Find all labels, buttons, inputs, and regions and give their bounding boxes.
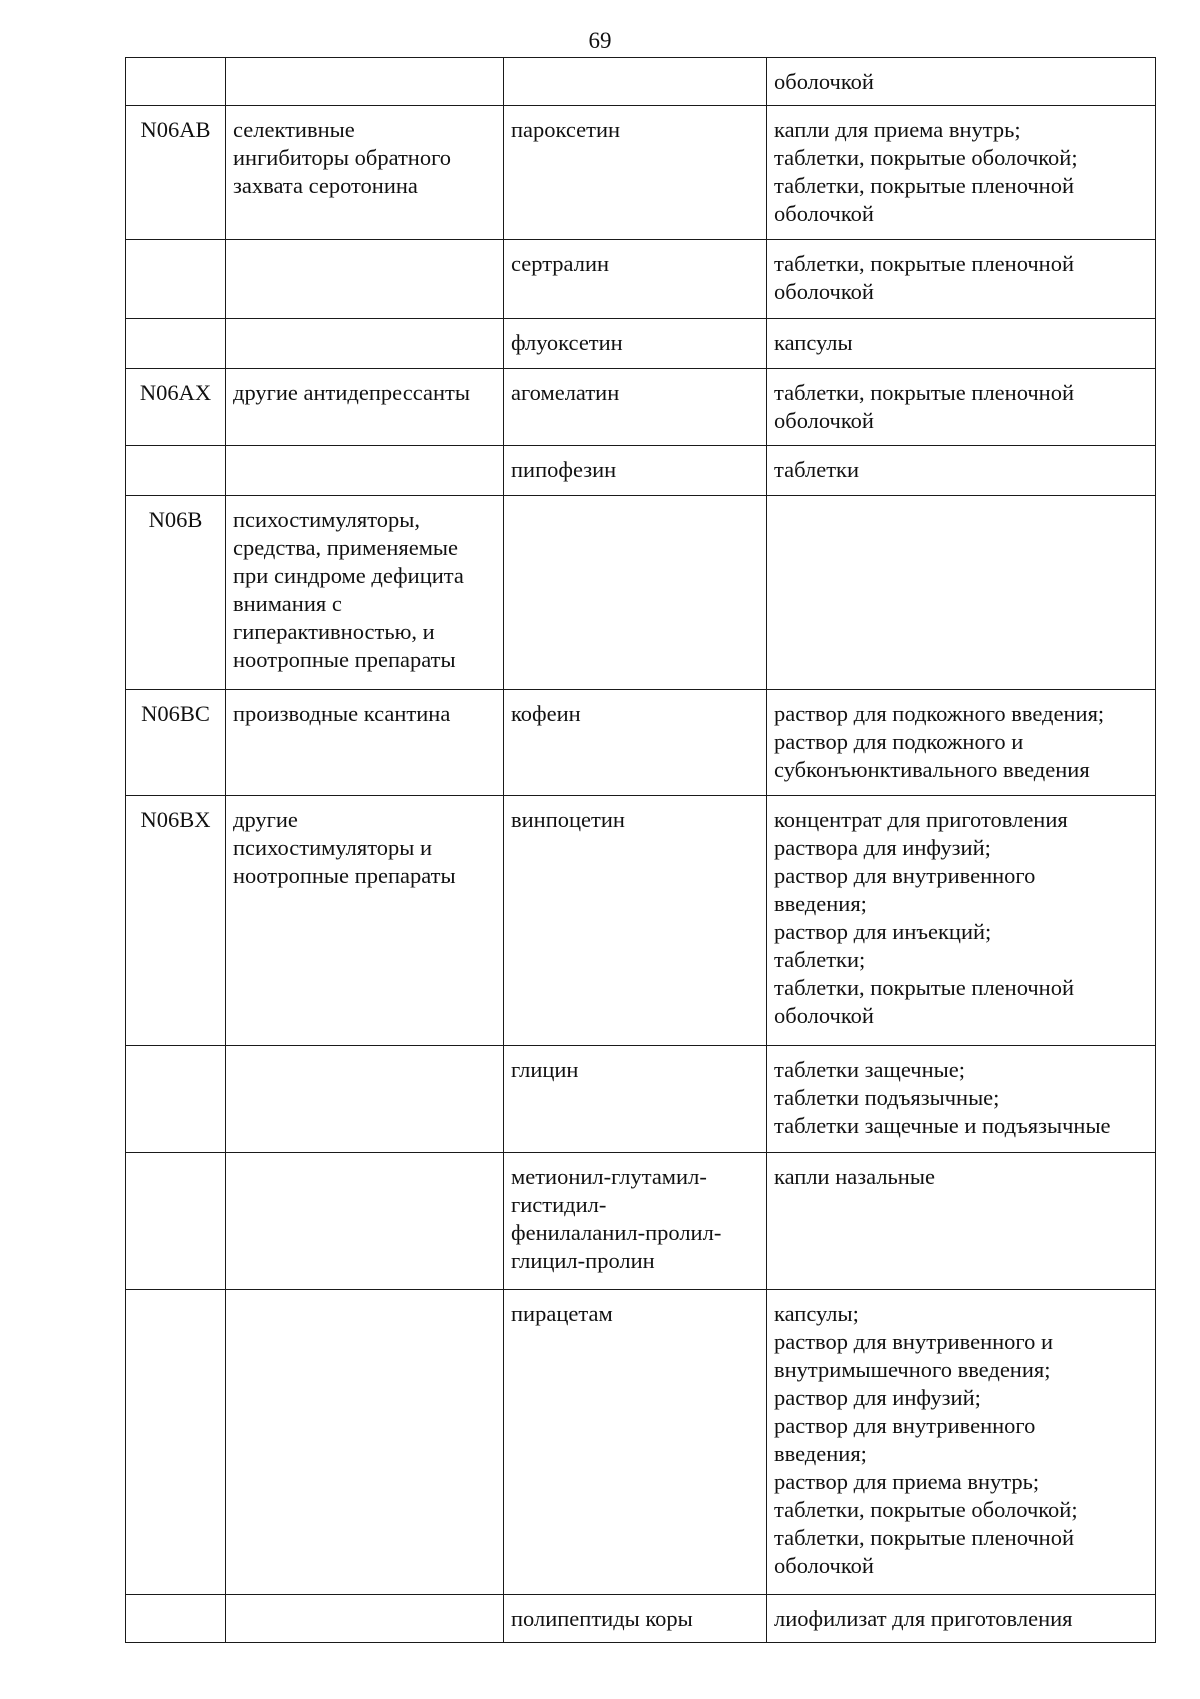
dosage-form-cell: капли для приема внутрь; таблетки, покрытые оболочкой; таблетки, покрытые пленочной оболочкой: [767, 106, 1156, 240]
pharmacological-group-cell: [226, 1153, 504, 1290]
dosage-form-cell: раствор для подкожного введения; раствор для подкожного и субконъюнктивального введения: [767, 690, 1156, 796]
drug-name-cell: сертралин: [504, 240, 767, 319]
atc-code-cell: [126, 1046, 226, 1153]
drug-name-cell: флуоксетин: [504, 319, 767, 369]
pharmacological-group-cell: [226, 240, 504, 319]
pharmacological-group-cell: [226, 1595, 504, 1643]
pharmacological-group-cell: [226, 319, 504, 369]
atc-code-cell: [126, 240, 226, 319]
pharmacological-group-cell: [226, 1046, 504, 1153]
drug-name-cell: [504, 496, 767, 690]
pharmacological-group-cell: психостимуляторы, средства, применяемые при синдроме дефицита внимания с гиперактивностью, и ноотропные препараты: [226, 496, 504, 690]
dosage-form-cell: лиофилизат для приготовления: [767, 1595, 1156, 1643]
drug-name-cell: глицин: [504, 1046, 767, 1153]
atc-code-cell: N06B: [126, 496, 226, 690]
pharmacological-group-cell: [226, 58, 504, 106]
dosage-form-cell: таблетки: [767, 446, 1156, 496]
drug-name-cell: винпоцетин: [504, 796, 767, 1046]
dosage-form-cell: таблетки, покрытые пленочной оболочкой: [767, 240, 1156, 319]
table-row: [126, 106, 1156, 240]
drug-name-cell: агомелатин: [504, 369, 767, 446]
atc-code-cell: [126, 1153, 226, 1290]
drug-name-cell: полипептиды коры: [504, 1595, 767, 1643]
pharmacological-group-cell: [226, 446, 504, 496]
atc-code-cell: [126, 319, 226, 369]
table-row: [126, 1595, 1156, 1643]
dosage-form-cell: оболочкой: [767, 58, 1156, 106]
atc-code-cell: N06BC: [126, 690, 226, 796]
atc-code-cell: N06AB: [126, 106, 226, 240]
table-row: [126, 1046, 1156, 1153]
table-row: [126, 496, 1156, 690]
table-row: [126, 1153, 1156, 1290]
pharmacological-group-cell: другие антидепрессанты: [226, 369, 504, 446]
table-row: [126, 690, 1156, 796]
dosage-form-cell: таблетки, покрытые пленочной оболочкой: [767, 369, 1156, 446]
table-row: [126, 58, 1156, 106]
table-row: [126, 319, 1156, 369]
page-number: 69: [588, 28, 612, 53]
atc-code-cell: [126, 446, 226, 496]
atc-code-cell: N06BX: [126, 796, 226, 1046]
dosage-form-cell: капли назальные: [767, 1153, 1156, 1290]
table-row: [126, 240, 1156, 319]
table-row: [126, 796, 1156, 1046]
table-row: [126, 1290, 1156, 1595]
dosage-form-cell: таблетки защечные; таблетки подъязычные; таблетки защечные и подъязычные: [767, 1046, 1156, 1153]
dosage-form-cell: капсулы: [767, 319, 1156, 369]
drug-name-cell: пирацетам: [504, 1290, 767, 1595]
table-row: [126, 446, 1156, 496]
drug-name-cell: пароксетин: [504, 106, 767, 240]
drug-classification-table: [125, 57, 1156, 1643]
atc-code-cell: [126, 58, 226, 106]
drug-name-cell: [504, 58, 767, 106]
pharmacological-group-cell: производные ксантина: [226, 690, 504, 796]
dosage-form-cell: концентрат для приготовления раствора для инфузий; раствор для внутривенного введения; раствор для инъекций; таблетки; таблетки, покрытые пленочной оболочкой: [767, 796, 1156, 1046]
dosage-form-cell: [767, 496, 1156, 690]
drug-name-cell: пипофезин: [504, 446, 767, 496]
pharmacological-group-cell: селективные ингибиторы обратного захвата серотонина: [226, 106, 504, 240]
table-row: [126, 369, 1156, 446]
drug-name-cell: кофеин: [504, 690, 767, 796]
table-body: [126, 58, 1156, 1643]
drug-name-cell: метионил-глутамил- гистидил- фенилаланил-пролил- глицил-пролин: [504, 1153, 767, 1290]
atc-code-cell: [126, 1290, 226, 1595]
atc-code-cell: [126, 1595, 226, 1643]
dosage-form-cell: капсулы; раствор для внутривенного и внутримышечного введения; раствор для инфузий; раствор для внутривенного введения; раствор для приема внутрь; таблетки, покрытые оболочкой; таблетки, покрытые пленочной оболочкой: [767, 1290, 1156, 1595]
atc-code-cell: N06AX: [126, 369, 226, 446]
pharmacological-group-cell: другие психостимуляторы и ноотропные препараты: [226, 796, 504, 1046]
pharmacological-group-cell: [226, 1290, 504, 1595]
